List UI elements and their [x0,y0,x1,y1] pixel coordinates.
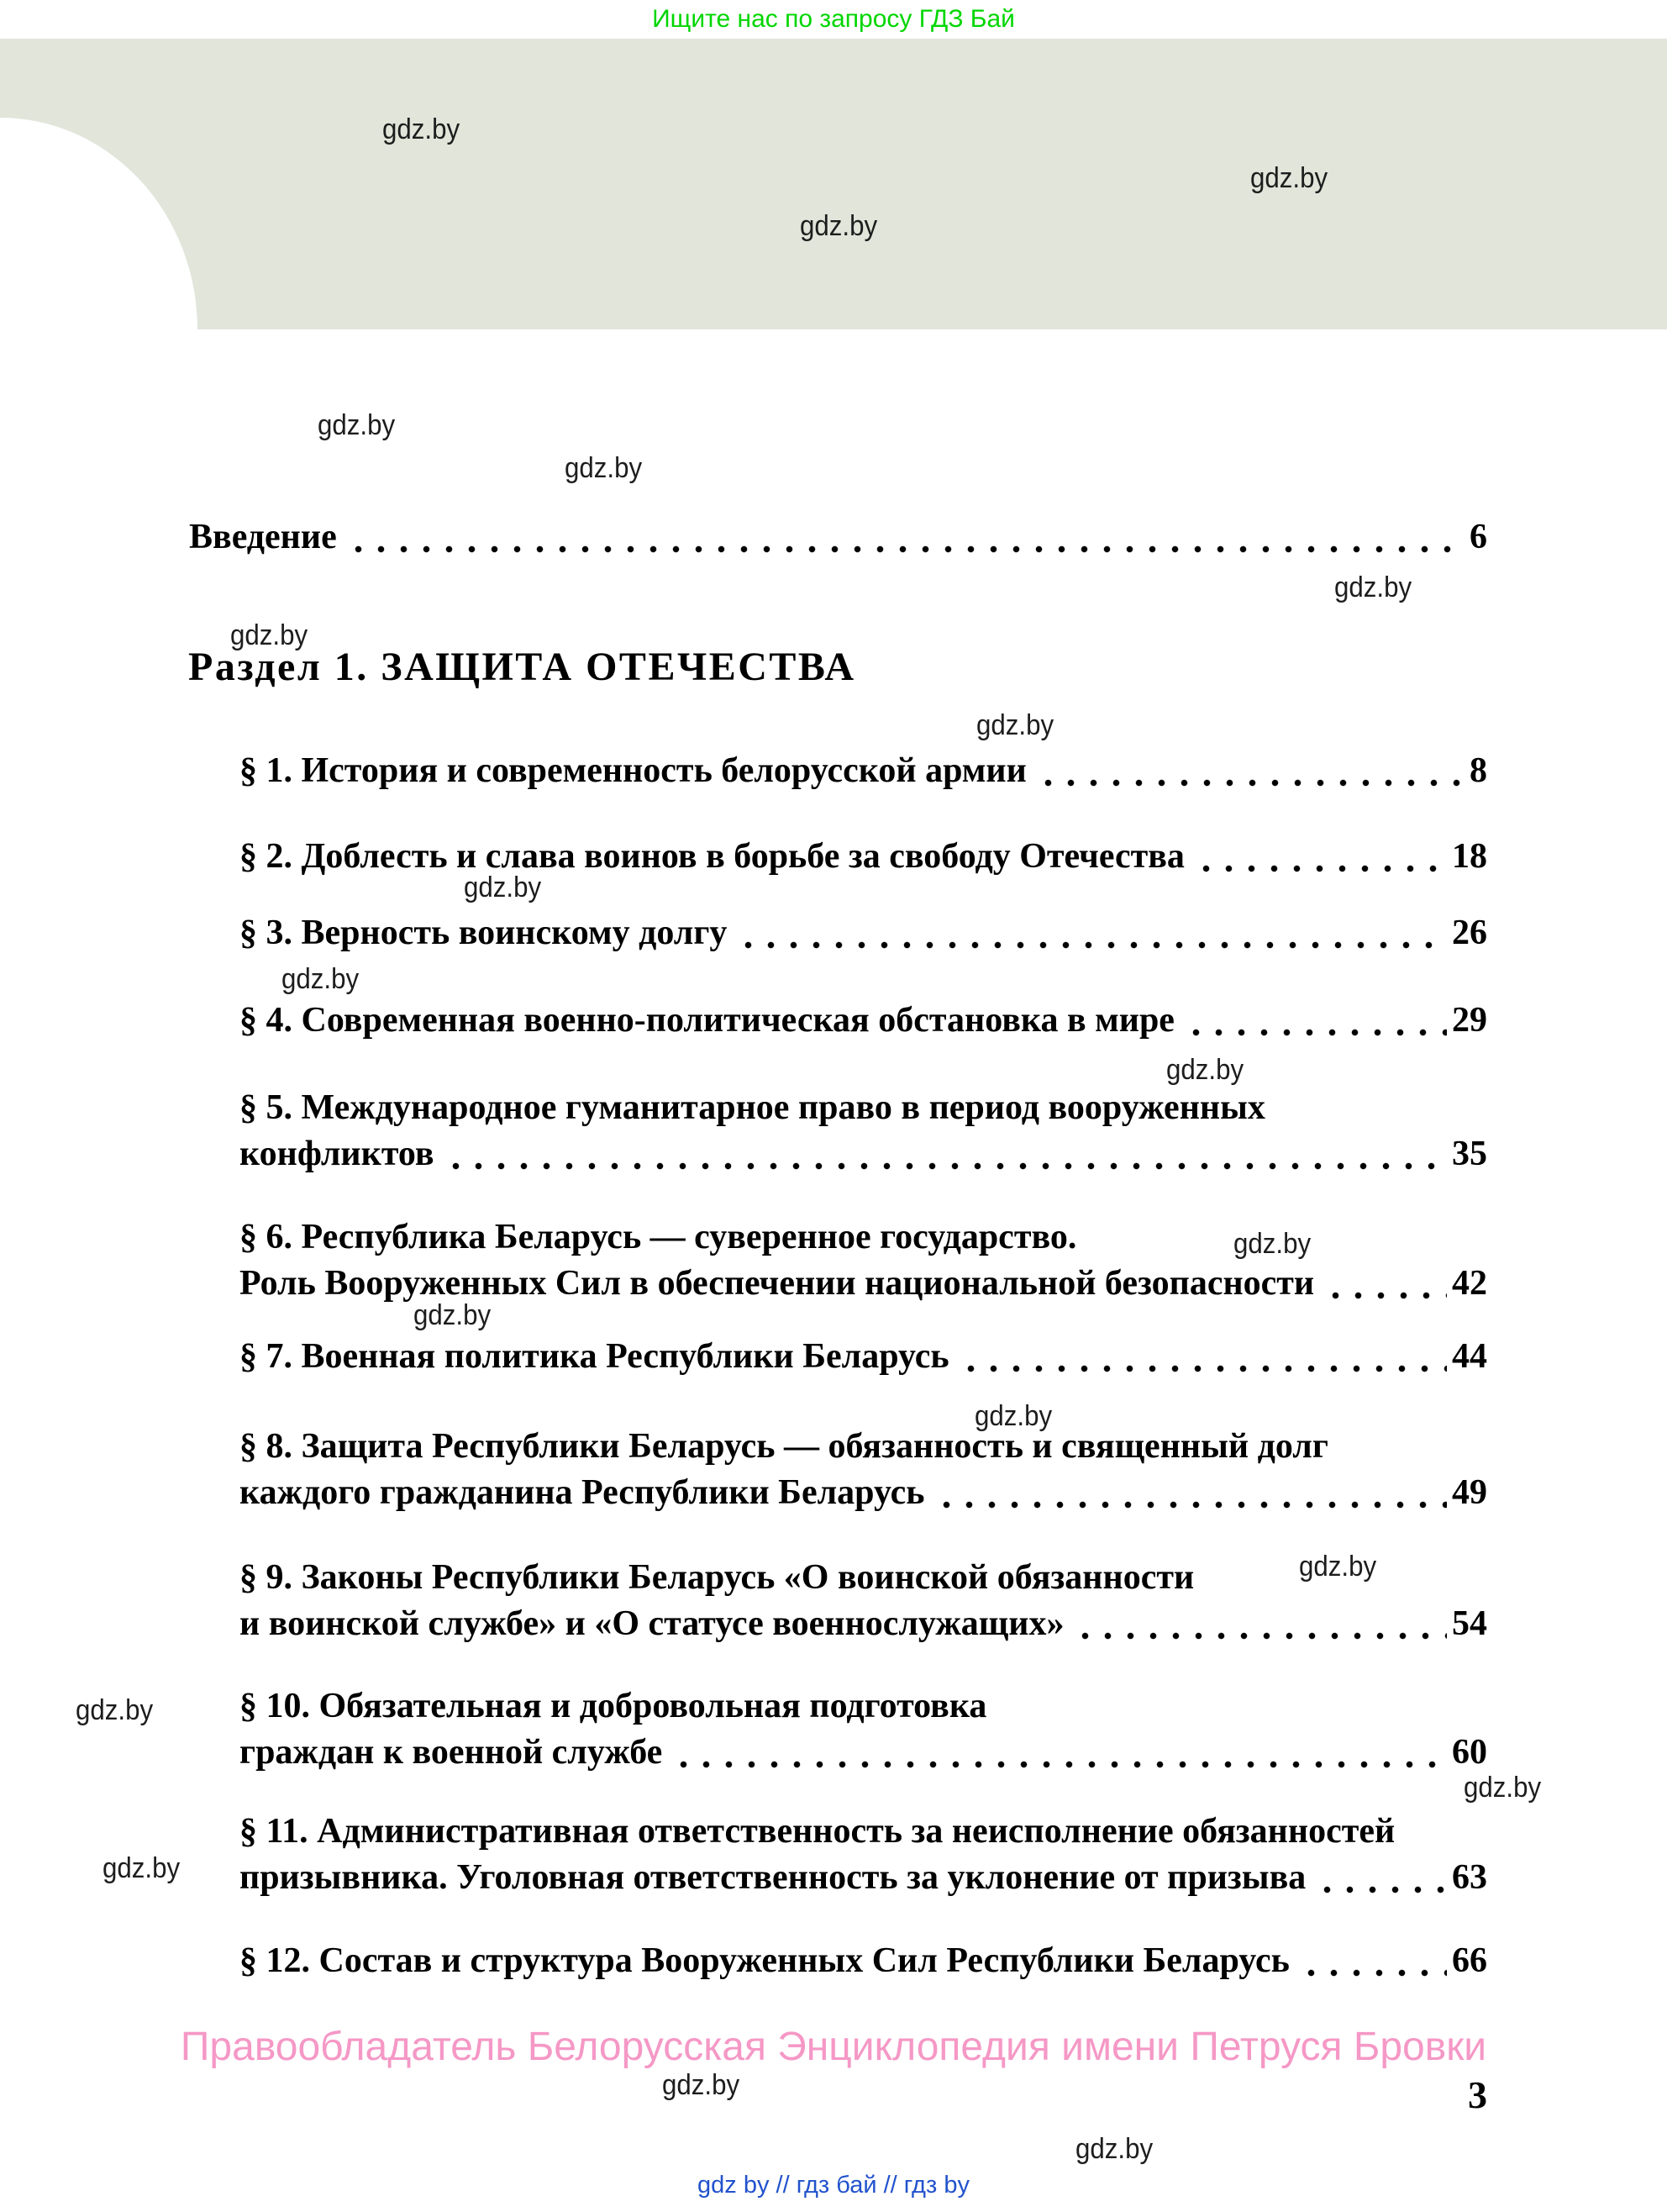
gdz-watermark: gdz.by [281,963,360,995]
toc-entry-text: граждан к военной службе [239,1733,663,1772]
toc-dotted-leader [1037,748,1465,794]
toc-entry [239,1424,1487,1516]
toc-entry-text: § 11. Административная ответственность за неисполнение обязанностей [239,1812,1396,1851]
toc-entry [239,1334,1487,1380]
toc-entry [239,1085,1487,1177]
toc-entry-text: конфликтов [239,1135,434,1173]
toc-page-number: 29 [1452,1001,1487,1040]
toc-entry-text: Роль Вооруженных Сил в обеспечении национальной безопасности [239,1264,1315,1303]
toc-entry [239,998,1487,1044]
toc-entry-line [239,834,1487,880]
toc-entry-line [239,1424,1487,1470]
toc-dotted-leader [1316,1855,1447,1901]
toc-page-number: 42 [1452,1264,1487,1303]
gdz-watermark: gdz.by [1233,1228,1312,1260]
toc-entry-line [239,1261,1487,1307]
toc-entry-line [239,1555,1487,1601]
toc-entry [239,748,1487,794]
gdz-watermark: gdz.by [382,113,460,145]
gdz-watermark: gdz.by [1250,162,1328,194]
toc-page-number: 18 [1452,837,1487,876]
gdz-watermark: gdz.by [318,409,396,441]
gdz-watermark: gdz.by [413,1299,492,1331]
toc-entry-line [239,1730,1487,1776]
toc-dotted-leader [1074,1601,1447,1647]
toc-dotted-leader [1300,1938,1447,1984]
toc-page-number: 44 [1452,1337,1487,1376]
toc-entry-text: § 4. Современная военно-политическая обстановка в мире [239,1001,1175,1040]
toc-intro-row [189,514,1487,561]
toc-entry-line [239,1131,1487,1177]
gdz-watermark: gdz.by [800,210,878,242]
gdz-watermark: gdz.by [1075,2133,1154,2165]
toc-entry-text: § 6. Республика Беларусь — суверенное государство. [239,1218,1077,1256]
section-heading: Раздел 1. ЗАЩИТА ОТЕЧЕСТВА [188,645,856,689]
toc-entry-text: § 7. Военная политика Республики Беларусь [239,1337,949,1376]
toc-page-number: 54 [1452,1604,1487,1643]
gdz-watermark: gdz.by [975,1400,1053,1432]
folio-page-number: 3 [1468,2073,1487,2116]
toc-entry-line [239,1855,1487,1901]
toc-entry-text: § 12. Состав и структура Вооруженных Сил Республики Беларусь [239,1941,1290,1980]
toc-entry [239,834,1487,880]
toc-dotted-leader [1185,998,1447,1044]
toc-entry [239,1214,1487,1307]
gdz-watermark: gdz.by [76,1694,154,1726]
toc-entry-line [239,1683,1487,1730]
promo-banner-text: Ищите нас по запросу ГДЗ Бай [652,5,1015,33]
footer-links-line: gdz by // гдз бай // гдз by [697,2172,970,2199]
gdz-watermark: gdz.by [976,709,1054,741]
toc-entry-line [239,1470,1487,1516]
toc-page-number: 26 [1452,914,1487,952]
gdz-watermark: gdz.by [230,619,308,651]
header-band [0,39,1667,329]
toc-entry-text: § 8. Защита Республики Беларусь — обязанность и священный долг [239,1427,1328,1466]
toc-page-number: 8 [1470,751,1487,790]
toc-entry-line [239,1809,1487,1855]
toc-entry-line [189,514,1487,561]
toc-entry-text: призывника. Уголовная ответственность за уклонение от призыва [239,1858,1307,1897]
gdz-watermark: gdz.by [1464,1772,1542,1804]
toc-entry-line [239,1601,1487,1647]
toc-entry [239,1555,1487,1647]
gdz-watermark: gdz.by [662,2069,740,2101]
toc-entry [239,910,1487,956]
toc-entry-text: § 10. Обязательная и добровольная подготовка [239,1687,987,1725]
toc-page-number: 35 [1452,1135,1487,1173]
toc-entry-text: § 5. Международное гуманитарное право в период вооруженных [239,1088,1265,1127]
toc-entry [239,1938,1487,1984]
toc-page-number: 66 [1452,1941,1487,1980]
gdz-watermark: gdz.by [1166,1054,1244,1086]
toc-entry-text: каждого гражданина Республики Беларусь [239,1473,925,1512]
toc-entry-text: § 1. История и современность белорусской армии [239,751,1027,790]
copyright-line: Правообладатель Белорусская Энциклопедия имени Петруся Бровки [180,2025,1487,2069]
toc-entry-text: и воинской службе» и «О статусе военнослужащих» [239,1604,1065,1643]
toc-dotted-leader [960,1334,1447,1380]
toc-dotted-leader [347,514,1465,561]
toc-page-number: 60 [1452,1733,1487,1772]
toc-entry-line [239,1214,1487,1261]
toc-entry-line [239,1085,1487,1131]
toc-entry [239,1683,1487,1776]
toc-page-number: 6 [1470,518,1487,556]
toc-entry-line [239,998,1487,1044]
toc-entry-line [239,1334,1487,1380]
toc-entry-text: § 2. Доблесть и слава воинов в борьбе за свободу Отечества [239,837,1185,876]
toc-dotted-leader [935,1470,1447,1516]
toc-entry-text: § 9. Законы Республики Беларусь «О воинской обязанности [239,1558,1195,1597]
toc-entry-line [239,748,1487,794]
toc-dotted-leader [737,910,1447,956]
toc-dotted-leader [1195,834,1447,880]
toc-page-number: 49 [1452,1473,1487,1512]
toc-dotted-leader [1324,1261,1447,1307]
toc-entry [239,1809,1487,1901]
gdz-watermark: gdz.by [565,452,643,484]
gdz-watermark: gdz.by [464,872,542,903]
toc-dotted-leader [672,1730,1447,1776]
gdz-watermark: gdz.by [1334,571,1412,603]
toc-entry-line [239,910,1487,956]
toc-page-number: 63 [1452,1858,1487,1897]
toc-entry-text: § 3. Верность воинскому долгу [239,914,728,952]
toc-entry-text: Введение [189,518,337,556]
toc-entry-line [239,1938,1487,1984]
gdz-watermark: gdz.by [103,1852,181,1884]
gdz-watermark: gdz.by [1299,1551,1377,1583]
toc-dotted-leader [444,1131,1447,1177]
